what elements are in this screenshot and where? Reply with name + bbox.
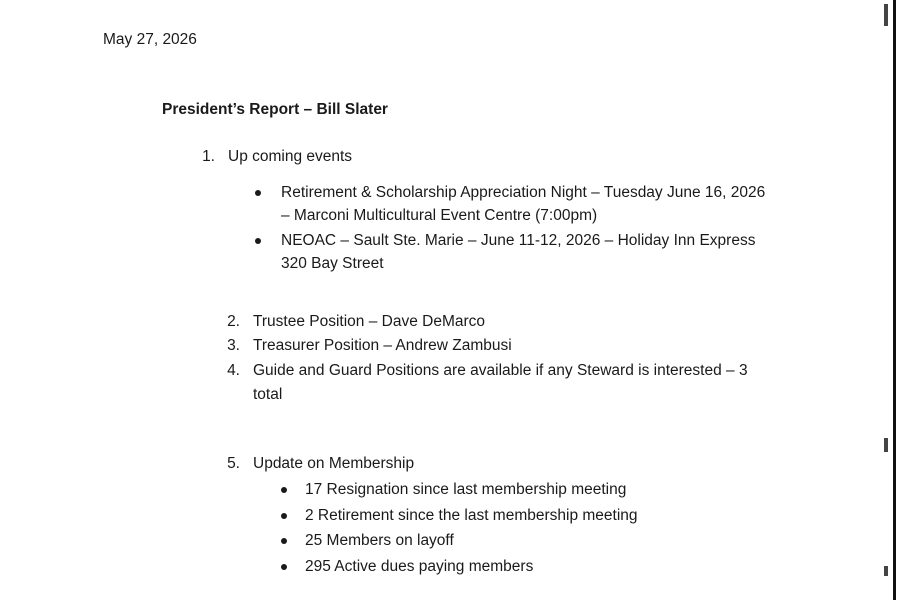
item-number: 1. <box>202 148 215 165</box>
item-text-continued: total <box>253 386 283 403</box>
bullet-dot-icon <box>255 238 261 244</box>
item-number: 2. <box>227 313 240 330</box>
bullet-dot-icon <box>281 538 287 544</box>
event-line: Retirement & Scholarship Appreciation Night – Tuesday June 16, 2026 <box>281 184 766 201</box>
bullet-dot-icon <box>281 513 287 519</box>
bullet-dot-icon <box>255 190 261 196</box>
membership-line: 25 Members on layoff <box>305 532 454 549</box>
event-line: – Marconi Multicultural Event Centre (7:00pm) <box>281 207 598 224</box>
bullet-dot-icon <box>281 564 287 570</box>
item-text: Up coming events <box>228 148 353 165</box>
event-line: 320 Bay Street <box>281 255 384 272</box>
membership-line: 295 Active dues paying members <box>305 558 534 575</box>
item-text: Update on Membership <box>253 455 415 472</box>
membership-line: 17 Resignation since last membership meeting <box>305 481 627 498</box>
scan-mark <box>884 4 888 26</box>
membership-line: 2 Retirement since the last membership meeting <box>305 507 638 524</box>
scan-mark <box>884 566 888 576</box>
item-number: 3. <box>227 337 240 354</box>
bullet-dot-icon <box>281 487 287 493</box>
page-edge-line <box>893 0 896 600</box>
item-text: Treasurer Position – Andrew Zambusi <box>253 337 512 354</box>
item-number: 5. <box>227 455 240 472</box>
scan-mark <box>884 438 888 452</box>
report-title: President’s Report – Bill Slater <box>162 101 388 118</box>
item-text: Trustee Position – Dave DeMarco <box>253 313 486 330</box>
event-line: NEOAC – Sault Ste. Marie – June 11-12, 2026 – Holiday Inn Express <box>281 232 756 249</box>
item-text: Guide and Guard Positions are available if any Steward is interested – 3 <box>253 362 748 379</box>
document-date: May 27, 2026 <box>103 31 197 48</box>
item-number: 4. <box>227 362 240 379</box>
